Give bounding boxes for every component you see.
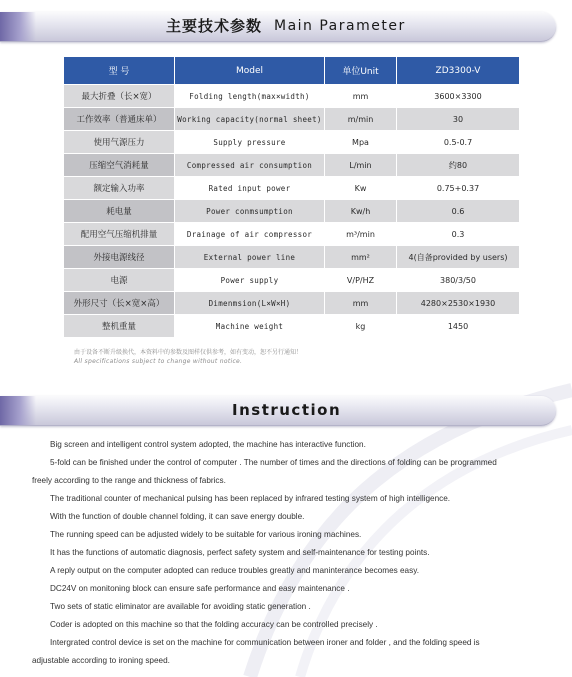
row-label: 外形尺寸（长×宽×高） xyxy=(64,292,175,315)
banner-accent xyxy=(0,12,36,41)
row-label: 整机重量 xyxy=(64,315,175,338)
table-header-row xyxy=(64,57,520,85)
instruction-banner xyxy=(0,396,556,426)
table-row xyxy=(64,223,520,246)
row-description: Power supply xyxy=(175,269,325,292)
instruction-paragraph: Coder is adopted on this machine so that the folding accuracy can be controlled precisely . xyxy=(50,620,378,629)
row-value: 约80 xyxy=(397,154,520,177)
row-unit: mm xyxy=(325,85,397,108)
row-value: 380/3/50 xyxy=(397,269,520,292)
row-unit: m/min xyxy=(325,108,397,131)
table-row xyxy=(64,200,520,223)
instruction-paragraph: Two sets of static eliminator are available for avoiding static generation . xyxy=(50,602,311,611)
table-row xyxy=(64,315,520,338)
header-model-number: ZD3300-V xyxy=(397,57,520,85)
header-model: Model xyxy=(175,57,325,85)
row-description: Working capacity(normal sheet) xyxy=(175,108,325,131)
table-row xyxy=(64,246,520,269)
row-unit: Kw/h xyxy=(325,200,397,223)
instruction-paragraph: It has the functions of automatic diagnosis, perfect safety system and self-maintenance for testing points. xyxy=(50,548,430,557)
banner-accent xyxy=(0,396,36,425)
row-unit: Kw xyxy=(325,177,397,200)
header-unit: 单位Unit xyxy=(325,57,397,85)
table-row xyxy=(64,177,520,200)
row-description: Drainage of air compressor xyxy=(175,223,325,246)
disclaimer-cn: 由于设备不断升级换代，本资料中的参数及图样仅供参考，如有变动，恕不另行通知！ xyxy=(74,349,303,356)
row-label: 工作效率（普通床单） xyxy=(64,108,175,131)
row-value: 4(自备provided by users) xyxy=(397,246,520,269)
row-label: 压缩空气消耗量 xyxy=(64,154,175,177)
row-description: Folding length(max×width) xyxy=(175,85,325,108)
row-description: Supply pressure xyxy=(175,131,325,154)
row-description: Rated input power xyxy=(175,177,325,200)
row-label: 外接电源线径 xyxy=(64,246,175,269)
row-unit: mm² xyxy=(325,246,397,269)
row-unit: Mpa xyxy=(325,131,397,154)
row-label: 电源 xyxy=(64,269,175,292)
row-description: Machine weight xyxy=(175,315,325,338)
row-value: 1450 xyxy=(397,315,520,338)
row-unit: kg xyxy=(325,315,397,338)
disclaimer-en: All specifications subject to change without notice. xyxy=(74,358,243,365)
header-type: 型 号 xyxy=(64,57,175,85)
row-unit: L/min xyxy=(325,154,397,177)
parameter-title-cn: 主要技术参数 xyxy=(166,17,263,35)
row-label: 最大折叠（长×宽） xyxy=(64,85,175,108)
instruction-paragraph: 5-fold can be finished under the control of computer . The number of times and the directions of folding can be programmed xyxy=(50,458,497,467)
parameter-table xyxy=(63,56,520,338)
row-description: Power conmsumption xyxy=(175,200,325,223)
row-unit: mm xyxy=(325,292,397,315)
row-value: 3600×3300 xyxy=(397,85,520,108)
main-parameter-banner xyxy=(0,12,556,42)
instruction-paragraph: freely according to the range and thickness of fabrics. xyxy=(32,476,226,485)
instruction-title: Instruction xyxy=(232,401,342,419)
instruction-paragraph: adjustable according to ironing speed. xyxy=(32,656,170,665)
row-label: 耗电量 xyxy=(64,200,175,223)
instruction-paragraph: A reply output on the computer adopted can reduce troubles greatly and maninterance becomes easy. xyxy=(50,566,419,575)
row-value: 0.75+0.37 xyxy=(397,177,520,200)
row-description: Dimenmsion(L×W×H) xyxy=(175,292,325,315)
table-row xyxy=(64,154,520,177)
row-value: 30 xyxy=(397,108,520,131)
instruction-paragraph: DC24V on monitoning block can ensure safe performance and easy maintenance . xyxy=(50,584,350,593)
row-description: External power line xyxy=(175,246,325,269)
instruction-body xyxy=(32,436,542,670)
row-value: 4280×2530×1930 xyxy=(397,292,520,315)
instruction-paragraph: Intergrated control device is set on the machine for communication between ironer and folder , and the folding speed is xyxy=(50,638,480,647)
row-value: 0.5-0.7 xyxy=(397,131,520,154)
row-unit: V/P/HZ xyxy=(325,269,397,292)
row-description: Compressed air consumption xyxy=(175,154,325,177)
table-row xyxy=(64,269,520,292)
instruction-paragraph: The running speed can be adjusted widely to be suitable for various ironing machines. xyxy=(50,530,362,539)
row-value: 0.6 xyxy=(397,200,520,223)
table-row xyxy=(64,85,520,108)
row-unit: m³/min xyxy=(325,223,397,246)
row-label: 配用空气压缩机排量 xyxy=(64,223,175,246)
row-label: 使用气源压力 xyxy=(64,131,175,154)
instruction-paragraph: With the function of double channel folding, it can save energy double. xyxy=(50,512,305,521)
table-row xyxy=(64,108,520,131)
instruction-paragraph: Big screen and intelligent control system adopted, the machine has interactive function. xyxy=(50,440,366,449)
row-label: 额定输入功率 xyxy=(64,177,175,200)
parameter-title-en: Main Parameter xyxy=(274,18,406,34)
table-row xyxy=(64,131,520,154)
instruction-paragraph: The traditional counter of mechanical pulsing has been replaced by infrared testing system of high intelligence. xyxy=(50,494,451,503)
row-value: 0.3 xyxy=(397,223,520,246)
table-row xyxy=(64,292,520,315)
